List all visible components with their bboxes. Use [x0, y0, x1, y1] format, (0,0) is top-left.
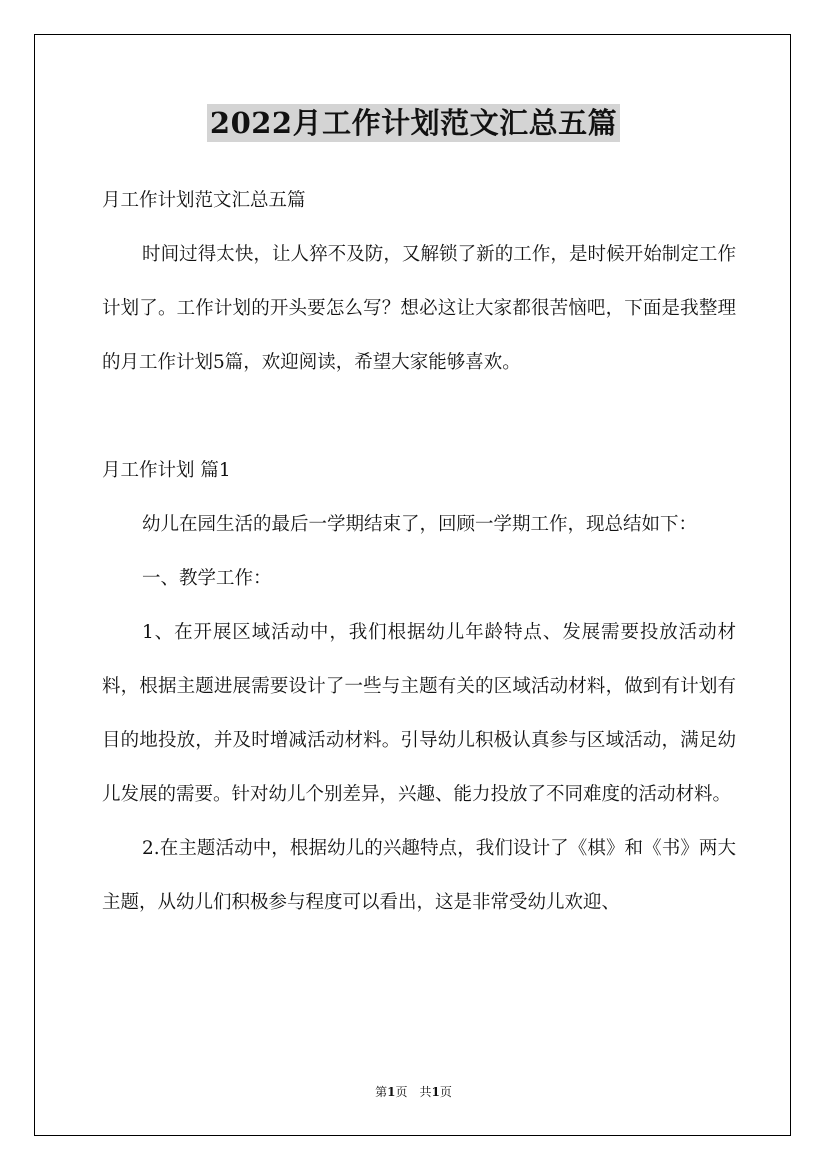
- item-paragraph-1: 1、在开展区域活动中，我们根据幼儿年龄特点、发展需要投放活动材料，根据主题进展需要设计了一些与主题有关的区域活动材料，做到有计划有目的地投放，并及时增减活动材料。引导幼儿积极认真参与区域活动，满足幼儿发展的需要。针对幼儿个别差异，兴趣、能力投放了不同难度的活动材料。: [102, 622, 736, 805]
- footer-mid: 页 共: [395, 1085, 432, 1099]
- footer-total-pages: 1: [431, 1085, 440, 1099]
- document-subtitle: 月工作计划范文汇总五篇: [102, 190, 306, 211]
- item-heading: 一、教学工作：: [142, 568, 272, 589]
- section-paragraph: 幼儿在园生活的最后一学期结束了，回顾一学期工作，现总结如下：: [142, 514, 698, 535]
- footer-current-page: 1: [387, 1085, 396, 1099]
- paragraph-gap: [102, 390, 736, 444]
- item-paragraph-2: 2.在主题活动中，根据幼儿的兴趣特点，我们设计了《棋》和《书》两大主题，从幼儿们积极参与程度可以看出，这是非常受幼儿欢迎、: [102, 838, 736, 913]
- section-heading: 月工作计划 篇1: [102, 460, 231, 481]
- document-body: [102, 174, 736, 930]
- document-title: 2022月工作计划范文汇总五篇: [207, 104, 620, 142]
- footer-suffix: 页: [439, 1085, 452, 1099]
- title-container: [0, 104, 827, 142]
- footer-prefix: 第: [375, 1085, 388, 1099]
- page-footer: [0, 1084, 827, 1100]
- intro-paragraph: 时间过得太快，让人猝不及防，又解锁了新的工作，是时候开始制定工作计划了。工作计划的开头要怎么写？想必这让大家都很苦恼吧，下面是我整理的月工作计划5篇，欢迎阅读，希望大家能够喜欢。: [102, 244, 736, 373]
